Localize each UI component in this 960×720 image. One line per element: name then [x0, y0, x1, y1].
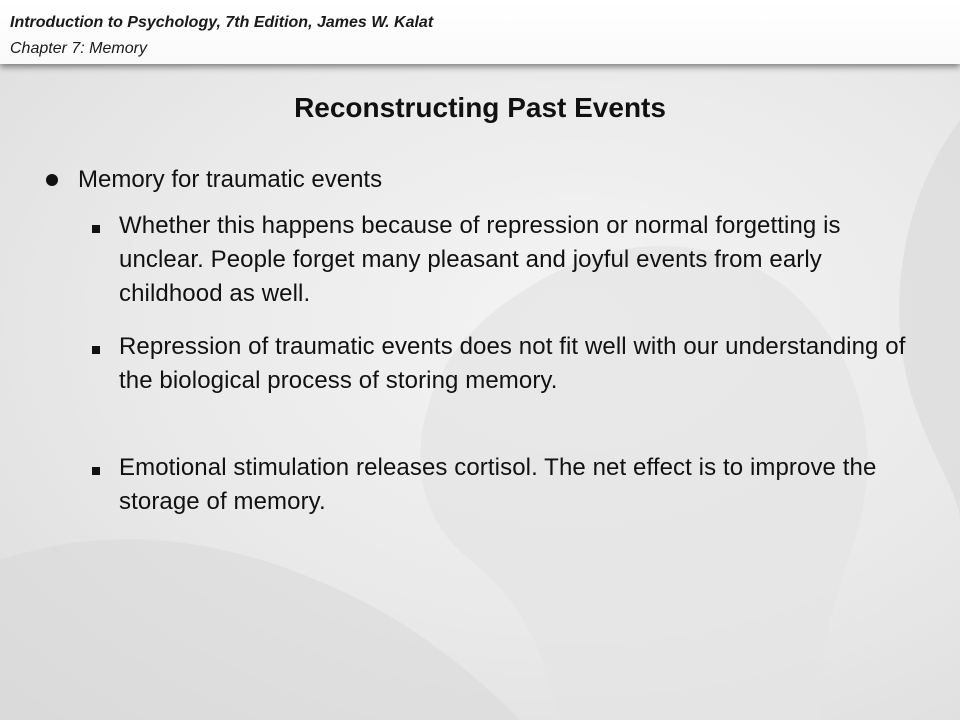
- square-bullet-icon: [92, 346, 100, 354]
- subbullet-text: Emotional stimulation releases cortisol. The net effect is to improve the storage of memory.: [119, 454, 877, 515]
- chapter-title: Chapter 7: Memory: [10, 40, 147, 57]
- square-bullet-icon: [92, 225, 100, 233]
- subbullet-text: Repression of traumatic events does not fit well with our understanding of the biological process of storing memory.: [119, 333, 906, 394]
- bullet-dot-icon: [46, 174, 58, 186]
- book-title: Introduction to Psychology, 7th Edition, James W. Kalat: [10, 14, 434, 31]
- square-bullet-icon: [92, 467, 100, 475]
- level1-bullet-text: Memory for traumatic events: [78, 166, 383, 193]
- slide-title: Reconstructing Past Events: [294, 92, 666, 123]
- subbullet-text: Whether this happens because of repression or normal forgetting is unclear. People forget many pleasant and joyful events from early childhood as well.: [119, 212, 841, 307]
